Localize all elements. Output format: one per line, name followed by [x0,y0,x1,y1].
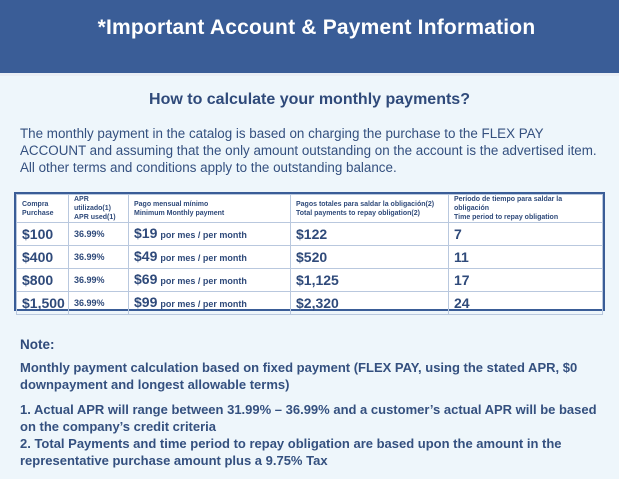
header-purchase: Compra Purchase [17,195,69,223]
cell-apr: 36.99% [69,223,129,246]
note-paragraph-payment: Monthly payment calculation based on fixed payment (FLEX PAY, using the stated APR, $0 downpayment and longest allowable terms) [20,360,578,392]
cell-total: $122 [291,223,449,246]
page-title: *Important Account & Payment Information [97,16,536,39]
cell-period: 11 [449,246,603,269]
table-header-row [17,195,603,223]
cell-monthly: $69 por mes / per month [129,269,291,292]
cell-period: 24 [449,292,603,315]
cell-purchase: $100 [17,223,69,246]
header-apr: APR utilizado(1) APR used(1) [69,195,129,223]
cell-apr: 36.99% [69,246,129,269]
table-row [17,223,603,246]
payment-table [14,192,605,311]
cell-monthly: $99 por mes / per month [129,292,291,315]
cell-period: 7 [449,223,603,246]
cell-period: 17 [449,269,603,292]
note-paragraph-tax: 2. Total Payments and time period to repay obligation are based upon the amount in the representative purchase amount plus a 9.75% Tax [20,436,562,468]
section-heading: How to calculate your monthly payments? [149,91,470,108]
cell-apr: 36.99% [69,292,129,315]
cell-total: $520 [291,246,449,269]
cell-monthly: $19 por mes / per month [129,223,291,246]
note-heading: Note: [20,337,55,352]
cell-total: $1,125 [291,269,449,292]
table-row [17,292,603,315]
cell-purchase: $800 [17,269,69,292]
header-monthly-payment: Pago mensual mínimo Minimum Monthly payment [129,195,291,223]
table-row [17,269,603,292]
cell-purchase: $400 [17,246,69,269]
header-total-payments: Pagos totales para saldar la obligación(2) Total payments to repay obligation(2) [291,195,449,223]
cell-monthly: $49 por mes / per month [129,246,291,269]
note-paragraph-apr: 1. Actual APR will range between 31.99% – 36.99% and a customer’s actual APR will be based on the company’s credit criteria [20,402,597,434]
intro-paragraph: The monthly payment in the catalog is based on charging the purchase to the FLEX PAY ACCOUNT and assuming that the only amount outstanding on the account is the advertised item. All other terms and conditions apply to the outstanding balance. [20,126,597,175]
cell-apr: 36.99% [69,269,129,292]
cell-purchase: $1,500 [17,292,69,315]
header-banner [0,0,619,76]
cell-total: $2,320 [291,292,449,315]
header-time-period: Período de tiempo para saldar la obligación Time period to repay obligation [449,195,603,223]
table-row [17,246,603,269]
